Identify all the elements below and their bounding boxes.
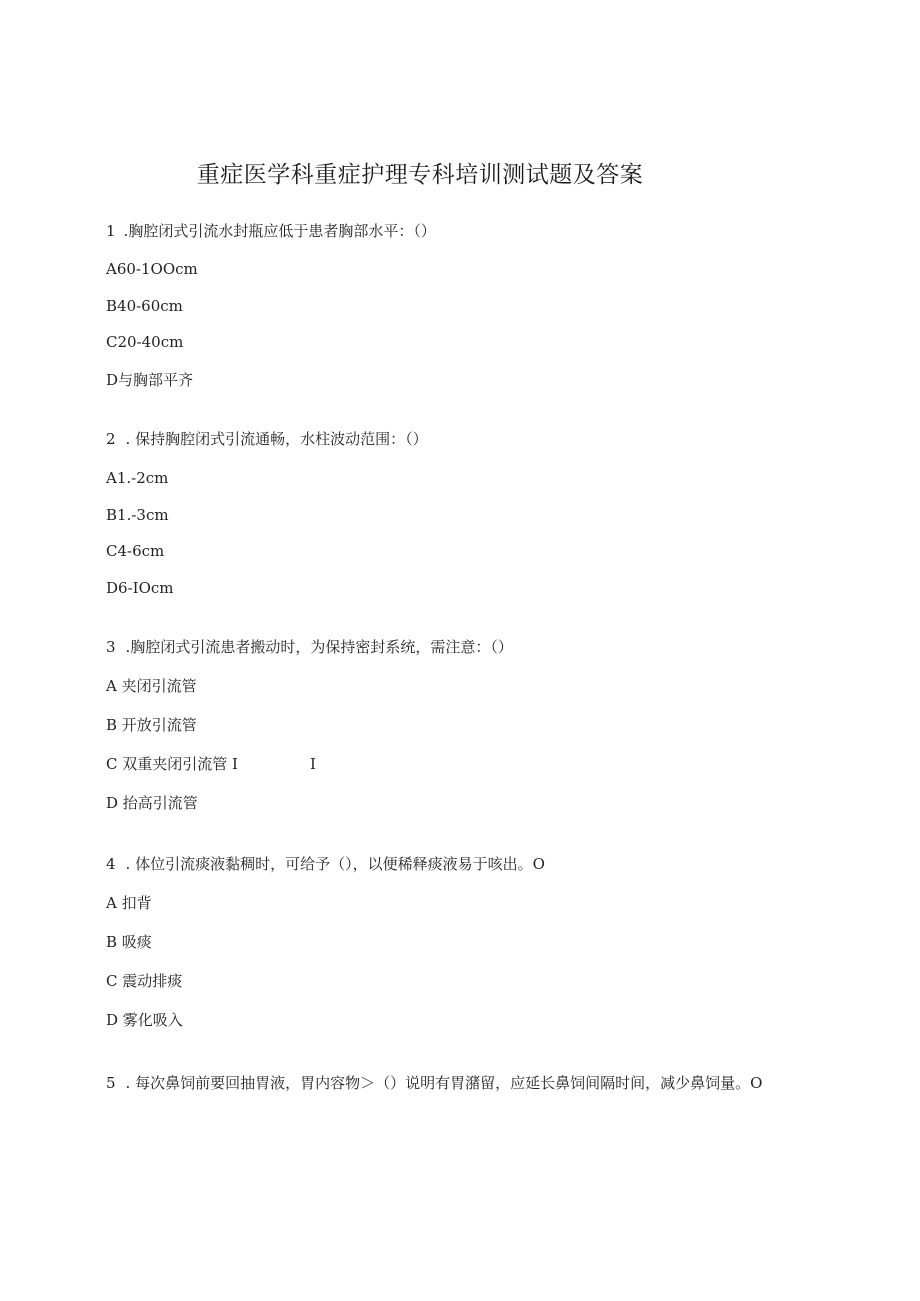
q2-option-a: A1.-2cm — [106, 469, 169, 487]
question-text: . 每次鼻饲前要回抽胃液，胃内容物＞（）说明有胃潴留，应延长鼻饲间隔时间，减少鼻饲量。O — [125, 1074, 763, 1092]
question-text: .胸腔闭式引流患者搬动时，为保持密封系统，需注意：（） — [125, 638, 513, 656]
q2-option-b: B1.-3cm — [106, 506, 169, 524]
question-number: 5 — [106, 1074, 116, 1092]
q2-option-c: C4-6cm — [106, 542, 165, 560]
q3-option-d: D 抬高引流管 — [106, 794, 198, 812]
stray-mark: I — [309, 755, 316, 773]
q1-option-a: A60-1OOcm — [106, 260, 198, 278]
question-1 — [106, 220, 436, 242]
question-2 — [106, 428, 428, 450]
question-5 — [106, 1067, 766, 1100]
question-number: 3 — [106, 638, 116, 656]
q3-option-c — [106, 753, 316, 775]
question-text: . 体位引流痰液黏稠时，可给予（），以便稀释痰液易于咳出。O — [125, 855, 545, 873]
q1-option-c: C20-40cm — [106, 333, 184, 351]
q2-option-d: D6-IOcm — [106, 579, 174, 597]
q1-option-b: B40-60cm — [106, 297, 183, 315]
question-number: 1 — [106, 222, 116, 240]
q4-option-d: D 雾化吸入 — [106, 1011, 183, 1029]
question-text: . 保持胸腔闭式引流通畅，水柱波动范围：（） — [125, 430, 428, 448]
q3-option-b: B 开放引流管 — [106, 716, 197, 734]
q4-option-c: C 震动排痰 — [106, 972, 183, 990]
document-title: 重症医学科重症护理专科培训测试题及答案 — [196, 162, 644, 188]
q1-option-d: D与胸部平齐 — [106, 371, 194, 389]
q3-option-a: A 夹闭引流管 — [106, 677, 197, 695]
question-3 — [106, 636, 513, 658]
question-4 — [106, 853, 545, 875]
question-number: 2 — [106, 430, 116, 448]
question-number: 4 — [106, 855, 116, 873]
q4-option-b: B 吸痰 — [106, 933, 152, 951]
q4-option-a: A 扣背 — [106, 894, 152, 912]
option-text: C 双重夹闭引流管 I — [106, 755, 238, 773]
question-text: .胸腔闭式引流水封瓶应低于患者胸部水平：（） — [123, 222, 436, 240]
